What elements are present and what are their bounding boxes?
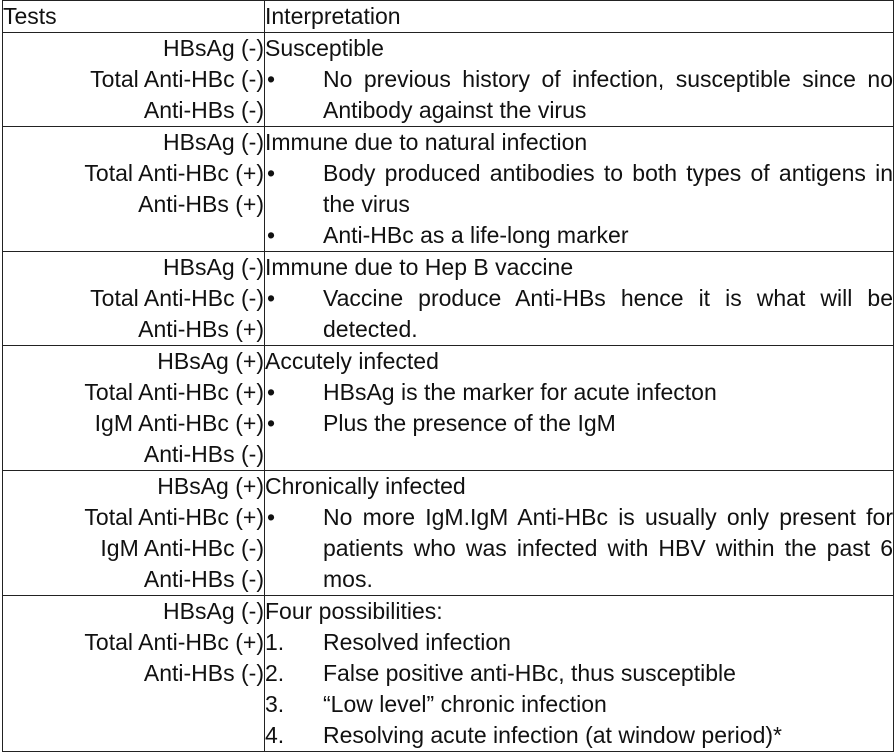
list-item [265, 720, 893, 751]
table-row [3, 127, 894, 252]
list-item-text: Anti-HBc as a life-long marker [323, 222, 629, 248]
test-result: HBsAg (-) [163, 254, 264, 280]
test-result: Total Anti-HBc (-) [90, 66, 264, 92]
bullet-list [265, 158, 893, 251]
list-item [265, 220, 893, 251]
tests-cell [3, 33, 265, 127]
tests-cell [3, 346, 265, 471]
test-result: Total Anti-HBc (+) [84, 160, 264, 186]
list-number: 1. [265, 629, 285, 655]
test-result: HBsAg (-) [163, 129, 264, 155]
bullet-list [265, 502, 893, 595]
tests-cell [3, 127, 265, 252]
test-result: Anti-HBs (+) [138, 191, 264, 217]
interpretation-cell [265, 596, 894, 752]
list-item [265, 158, 893, 220]
test-result: Total Anti-HBc (+) [84, 629, 264, 655]
tests-cell [3, 471, 265, 596]
serology-interpretation-table [2, 0, 894, 752]
list-item-text: “Low level” chronic infection [323, 691, 607, 717]
interpretation-cell [265, 33, 894, 127]
interpretation-title: Immune due to Hep B vaccine [265, 254, 574, 280]
list-item-text: No previous history of infection, susceptible since no Antibody against the virus [323, 66, 893, 123]
bullet-icon: • [267, 66, 276, 92]
list-number: 3. [265, 691, 285, 717]
list-item [265, 408, 893, 439]
test-result: Anti-HBs (-) [143, 441, 264, 467]
test-result: HBsAg (+) [157, 348, 264, 374]
test-result: HBsAg (+) [157, 473, 264, 499]
tests-column-header: Tests [3, 1, 265, 33]
list-item-text: Resolving acute infection (at window period)* [323, 722, 782, 748]
bullet-icon: • [267, 504, 276, 530]
bullet-list [265, 377, 893, 439]
bullet-icon: • [267, 410, 276, 436]
list-number: 4. [265, 722, 285, 748]
list-item [265, 689, 893, 720]
bullet-icon: • [267, 285, 276, 311]
list-item [265, 502, 893, 595]
table-row [3, 33, 894, 127]
list-item [265, 658, 893, 689]
list-item-text: No more IgM.IgM Anti-HBc is usually only present for patients who was infected with HBV within the past 6 mos. [323, 504, 893, 592]
bullet-list [265, 64, 893, 126]
table-header-row [3, 1, 894, 33]
table-row [3, 596, 894, 752]
numbered-list [265, 627, 893, 751]
interpretation-cell [265, 127, 894, 252]
list-item [265, 64, 893, 126]
interpretation-title: Chronically infected [265, 473, 466, 499]
list-item-text: False positive anti-HBc, thus susceptible [323, 660, 736, 686]
list-item [265, 627, 893, 658]
bullet-icon: • [267, 222, 276, 248]
table-row [3, 252, 894, 346]
interpretation-title: Accutely infected [265, 348, 439, 374]
interpretation-column-header: Interpretation [265, 1, 894, 33]
test-result: HBsAg (-) [163, 35, 264, 61]
test-result: IgM Anti-HBc (+) [94, 410, 264, 436]
test-result: Anti-HBs (+) [138, 316, 264, 342]
interpretation-title: Susceptible [265, 35, 384, 61]
interpretation-cell [265, 252, 894, 346]
bullet-icon: • [267, 379, 276, 405]
list-item-text: Body produced antibodies to both types of antigens in the virus [323, 160, 893, 217]
list-number: 2. [265, 660, 285, 686]
table-row [3, 471, 894, 596]
test-result: Total Anti-HBc (-) [90, 285, 264, 311]
bullet-icon: • [267, 160, 276, 186]
list-item-text: HBsAg is the marker for acute infecton [323, 379, 717, 405]
list-item [265, 377, 893, 408]
test-result: Total Anti-HBc (+) [84, 379, 264, 405]
list-item [265, 283, 893, 345]
list-item-text: Resolved infection [323, 629, 511, 655]
interpretation-title: Four possibilities: [265, 598, 443, 624]
interpretation-cell [265, 346, 894, 471]
tests-cell [3, 252, 265, 346]
test-result: Anti-HBs (-) [143, 97, 264, 123]
tests-cell [3, 596, 265, 752]
test-result: HBsAg (-) [163, 598, 264, 624]
list-item-text: Vaccine produce Anti-HBs hence it is what will be detected. [323, 285, 893, 342]
bullet-list [265, 283, 893, 345]
list-item-text: Plus the presence of the IgM [323, 410, 616, 436]
interpretation-title: Immune due to natural infection [265, 129, 588, 155]
interpretation-cell [265, 471, 894, 596]
table-row [3, 346, 894, 471]
test-result: Anti-HBs (-) [143, 660, 264, 686]
test-result: IgM Anti-HBc (-) [100, 535, 264, 561]
test-result: Anti-HBs (-) [143, 566, 264, 592]
test-result: Total Anti-HBc (+) [84, 504, 264, 530]
